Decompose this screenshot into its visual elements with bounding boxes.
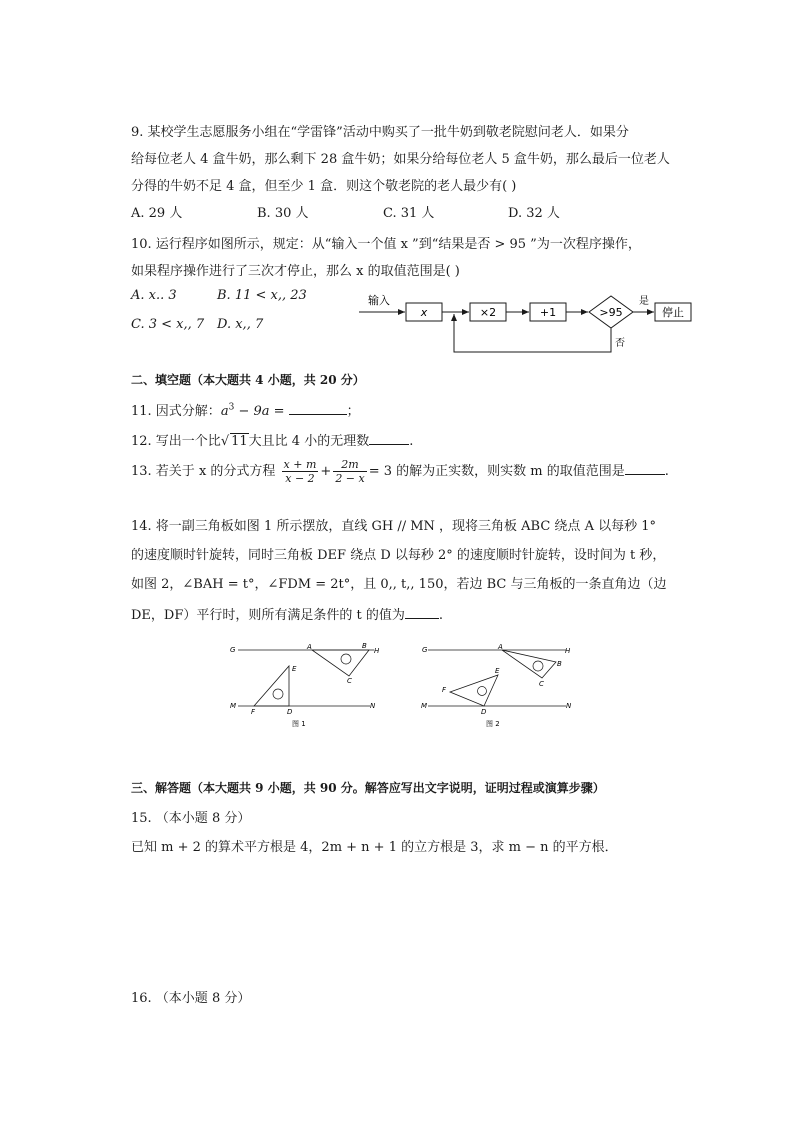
section3-title: 三、解答题（本大题共 9 小题，共 90 分。解答应写出文字说明，证明过程或演算步骤） [131, 781, 605, 795]
q14-answer-blank[interactable] [405, 606, 439, 619]
q12 [131, 430, 413, 449]
fig2-circle-abc [533, 661, 543, 671]
fig2-label-n: N [566, 702, 572, 710]
q10-option-c: C. 3 < x,, 7 [131, 317, 205, 332]
fig2-label-a: A [498, 643, 503, 651]
q10-line1: 10. 运行程序如图所示，规定：从“输入一个值 x ”到“结果是否 > 95 ”为一次程序操作， [131, 237, 641, 252]
flow-decision-label: >95 [599, 306, 623, 319]
fig1-triangle-abc [312, 650, 369, 676]
q12-answer-blank[interactable] [369, 432, 409, 445]
program-flowchart [355, 290, 695, 356]
q14-line1: 14. 将一副三角板如图 1 所示摆放，直线 GH // MN ，现将三角板 ABC 绕点 A 以每秒 1° [131, 519, 656, 534]
q14-end: . [438, 608, 443, 623]
q9-option-a: A. 29 人 [131, 206, 183, 221]
q13-prefix: 13. 若关于 x 的分式方程 [131, 464, 276, 479]
q11-answer-blank[interactable] [289, 402, 347, 415]
flow-input-label: 输入 [368, 294, 390, 307]
q9-line2: 给每位老人 4 盒牛奶，那么剩下 28 盒牛奶；如果分给每位老人 5 盒牛奶，那么最后一位老人 [131, 152, 670, 167]
q13-fraction-1 [282, 458, 319, 485]
fig2-label-f: F [442, 686, 447, 694]
q11-prefix: 11. 因式分解： [131, 404, 221, 419]
fig2-label-h: H [565, 647, 571, 655]
q11-var-a: a [220, 404, 229, 419]
fig2-caption: 图 2 [486, 720, 500, 728]
fig1-label-b: B [362, 642, 367, 650]
fig1-label-d: D [287, 708, 293, 716]
q13-f1-denominator: x − 2 [285, 472, 315, 485]
q11 [131, 400, 360, 419]
q14-line4: DE，DF）平行时，则所有满足条件的 t 的值为 [131, 608, 405, 623]
fig2-label-c: C [539, 680, 544, 688]
flow-box-x-label: x [420, 306, 428, 319]
q14-line4-wrap [131, 604, 443, 623]
fig2-label-d: D [481, 708, 487, 716]
fig1-caption: 图 1 [292, 720, 306, 728]
q13-end: . [664, 464, 669, 479]
q13-f2-numerator: 2m [333, 458, 366, 472]
fig2-triangle-abc [502, 650, 556, 678]
q9-option-b: B. 30 人 [257, 206, 309, 221]
flow-yes-label: 是 [639, 296, 649, 307]
fig1-label-a: A [307, 643, 312, 651]
q12-end: . [409, 434, 414, 449]
flow-box-times2-label: ×2 [479, 306, 497, 319]
q9-line1: 9. 某校学生志愿服务小组在“学雷锋”活动中购买了一批牛奶到敬老院慰问老人．如果分 [131, 125, 629, 140]
fig1-label-n: N [370, 702, 376, 710]
q13-plus: + [320, 464, 332, 479]
fig2-label-g: G [422, 646, 428, 654]
q16-header: 16. （本小题 8 分） [131, 991, 251, 1006]
q9-line3: 分得的牛奶不足 4 盒，但至少 1 盒．则这个敬老院的老人最少有( ) [131, 179, 517, 194]
fig2-label-b: B [557, 660, 562, 668]
fig1-circle-abc [341, 654, 351, 664]
sqrt-sign: √ [220, 434, 230, 449]
q13 [131, 458, 669, 485]
q13-f1-numerator: x + m [283, 458, 317, 471]
q11-expr-rest: − 9a = [234, 404, 289, 419]
fig1-triangle-def [254, 666, 289, 706]
fig2-triangle-def [450, 675, 498, 706]
q10-line2: 如果程序操作进行了三次才停止，那么 x 的取值范围是( ) [131, 264, 460, 279]
q11-suffix: ； [346, 404, 360, 419]
fig2-label-e: E [495, 667, 500, 675]
fig1-label-m: M [230, 702, 237, 710]
figure-1 [226, 640, 381, 732]
q11-exponent: 3 [228, 402, 235, 413]
q12-prefix: 12. 写出一个比 [131, 434, 221, 449]
q15-header: 15. （本小题 8 分） [131, 811, 251, 826]
fig1-label-h: H [374, 647, 380, 655]
q12-suffix: 大且比 4 小的无理数 [248, 434, 370, 449]
fig2-label-m: M [421, 702, 428, 710]
fig1-circle-def [273, 689, 283, 699]
fig2-circle-def [478, 687, 487, 696]
q13-fraction-2 [333, 458, 366, 485]
figure-2 [416, 640, 576, 732]
q13-f2-denominator: 2 − x [335, 472, 365, 485]
q14-line2: 的速度顺时针旋转，同时三角板 DEF 绕点 D 以每秒 2° 的速度顺时针旋转，设时间为 t 秒， [131, 548, 666, 563]
q14-line3: 如图 2，∠BAH = t°，∠FDM = 2t°，且 0,, t,, 150，若边 BC 与三角板的一条直角边（边 [131, 577, 667, 592]
flow-box-stop-label: 停止 [662, 306, 684, 319]
section2-title: 二、填空题（本大题共 4 小题，共 20 分） [131, 373, 365, 387]
q10-option-a: A. x.. 3 [131, 288, 177, 303]
q13-answer-blank[interactable] [625, 462, 665, 475]
q10-option-d: D. x,, 7 [217, 317, 264, 332]
fig1-label-f: F [251, 708, 256, 716]
q9-option-c: C. 31 人 [383, 206, 435, 221]
q9-option-d: D. 32 人 [508, 206, 560, 221]
flow-no-label: 否 [615, 338, 625, 349]
q12-radicand: 11 [231, 434, 248, 449]
fig1-label-g: G [230, 646, 236, 654]
q10-option-b: B. 11 < x,, 23 [217, 288, 307, 303]
flow-box-plus1-label: +1 [539, 306, 557, 319]
fig1-label-e: E [292, 665, 297, 673]
q15-body: 已知 m + 2 的算术平方根是 4，2m + n + 1 的立方根是 3，求 m − n 的平方根． [131, 840, 618, 855]
q13-rest: = 3 的解为正实数，则实数 m 的取值范围是 [368, 464, 625, 479]
fig1-label-c: C [347, 677, 352, 685]
